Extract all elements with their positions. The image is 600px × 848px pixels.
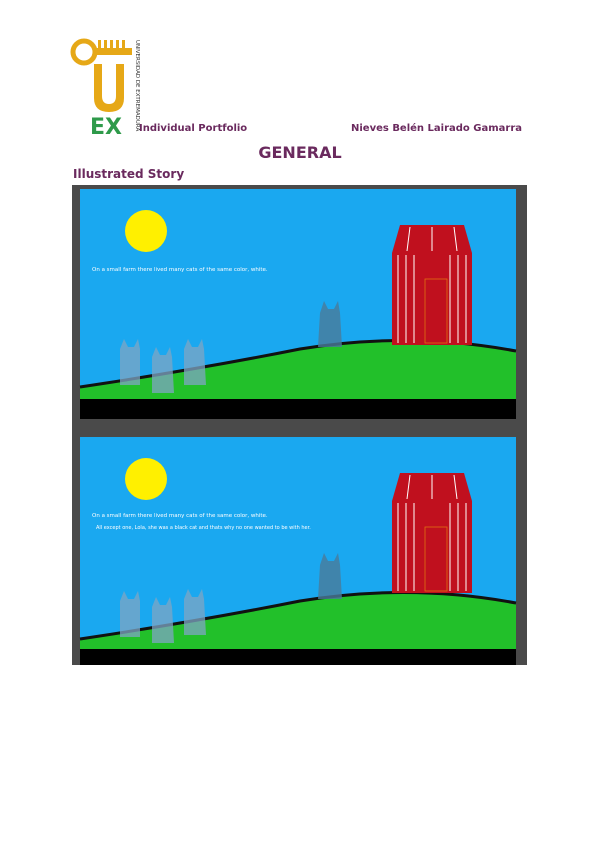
- panel-1-text-line1: On a small farm there lived many cats of the same color, white.: [92, 267, 268, 273]
- portfolio-label: Individual Portfolio: [139, 123, 248, 134]
- barn: [392, 473, 472, 593]
- story-panel-2: [80, 437, 516, 665]
- panel-2-text-line2: All except one, Lola, she was a black cat and thats why no one wanted to be with her.: [96, 525, 311, 531]
- university-logo: [68, 36, 142, 136]
- sun: [125, 458, 167, 500]
- panel-2-text-line1: On a small farm there lived many cats of the same color, white.: [92, 513, 268, 519]
- story-panel-1: [80, 189, 516, 419]
- story-frame: [72, 185, 527, 665]
- logo-text: EX: [90, 115, 122, 136]
- barn: [392, 225, 472, 345]
- sun: [125, 210, 167, 252]
- page-title: GENERAL: [258, 143, 342, 162]
- logo-side-text: UNIVERSIDAD DE EXTREMADURA: [134, 40, 140, 132]
- author-name: Nieves Belén Lairado Gamarra: [351, 123, 523, 134]
- section-subtitle: Illustrated Story: [73, 167, 185, 181]
